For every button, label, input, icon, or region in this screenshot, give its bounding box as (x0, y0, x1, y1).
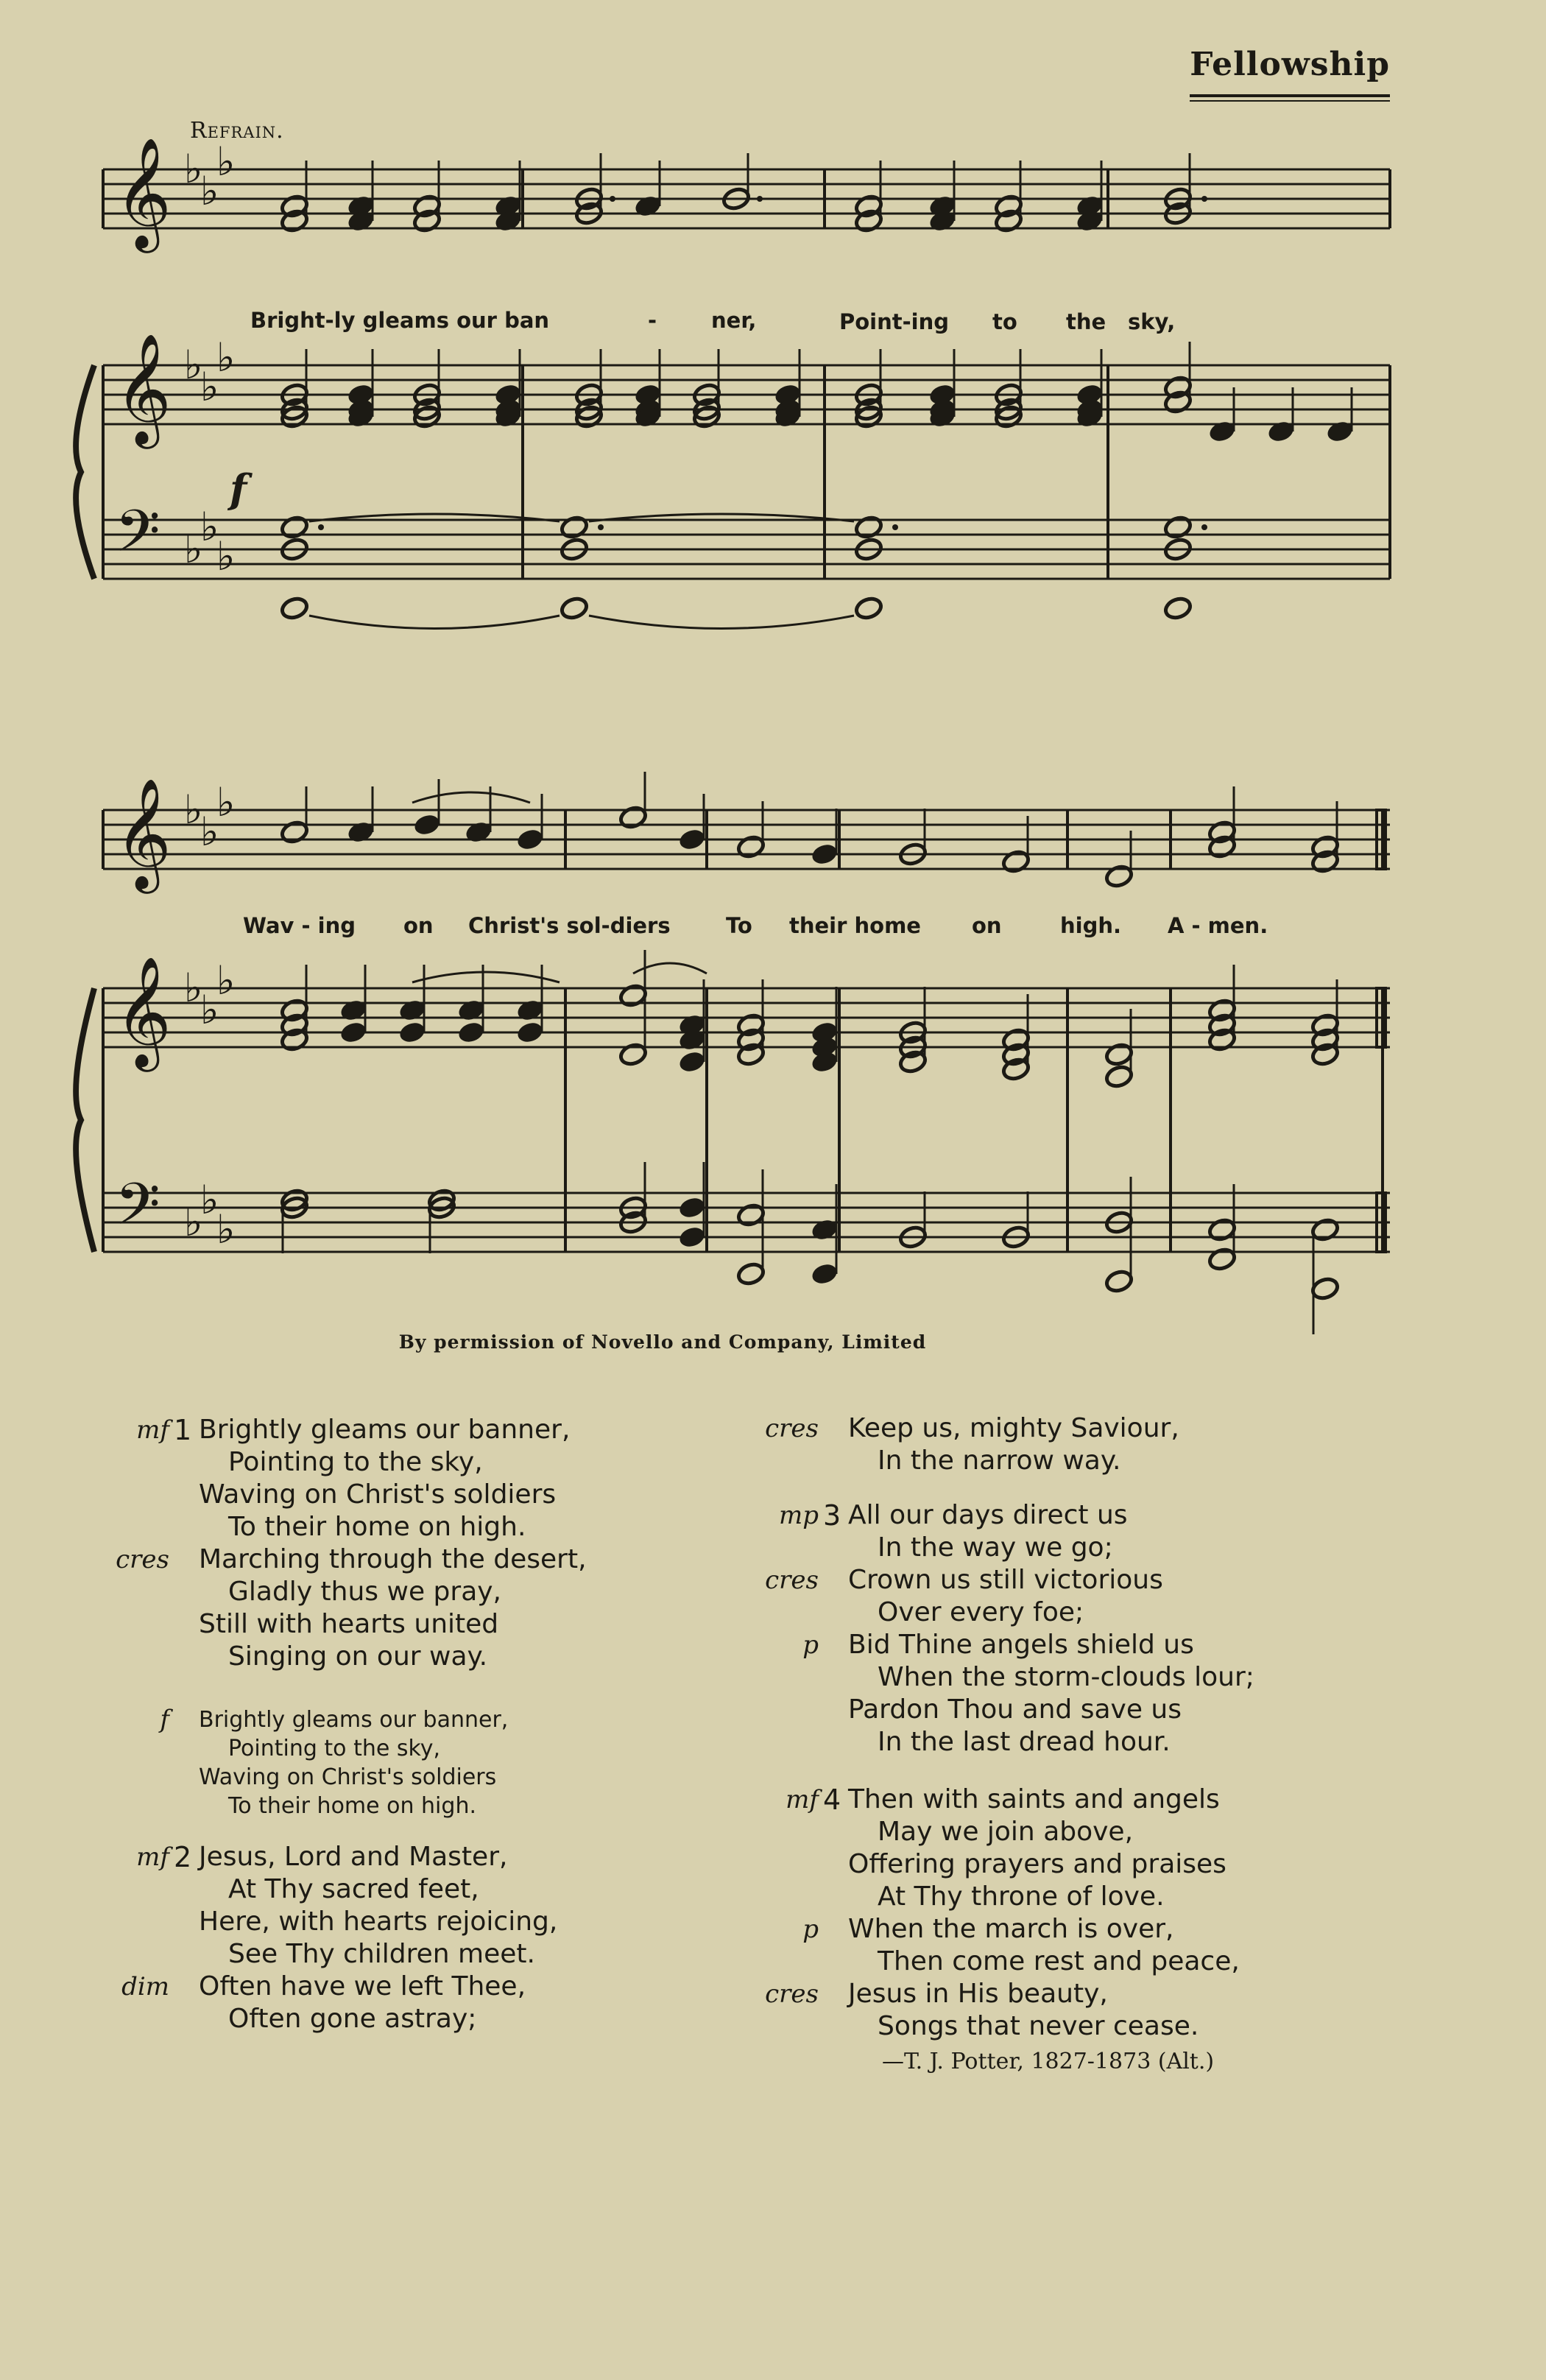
dynamic-forte: f (230, 465, 247, 513)
tie (309, 616, 560, 629)
quarter-note-head (677, 1225, 707, 1250)
chorus-block (96, 1705, 758, 1820)
flat-sign: ♭ (200, 1177, 219, 1223)
quarter-note-head (456, 998, 486, 1023)
verse-1-block (96, 1414, 758, 1673)
quarter-note-head (346, 820, 375, 845)
verse-line (745, 1726, 1408, 1758)
quarter-note-head (456, 1020, 486, 1045)
verse-line (745, 1913, 1408, 1946)
verse-text: When the storm-clouds lour; (878, 1662, 1254, 1692)
dot (1201, 196, 1207, 202)
lyric-s1-6: the (1066, 309, 1106, 334)
verse-line (745, 1629, 1408, 1661)
half-note-head (560, 515, 589, 540)
treble-clef: 𝄞 (115, 332, 172, 444)
quarter-note-head (339, 998, 368, 1023)
attribution: —T. J. Potter, 1827-1873 (Alt.) (882, 2049, 1215, 2074)
dot (598, 524, 604, 530)
verse-line (96, 1734, 758, 1763)
verse-line (96, 1608, 758, 1641)
lyric-s2-8: A - men. (1168, 913, 1268, 938)
half-note-head (280, 820, 309, 845)
verse-line (96, 1873, 758, 1906)
lyric-s2-3: Christ's sol-diers (468, 913, 671, 938)
verse-text: Pardon Thou and save us (848, 1694, 1182, 1725)
dot (318, 524, 324, 530)
verse-text: See Thy children meet. (228, 1939, 535, 1969)
flat-sign: ♭ (216, 779, 236, 825)
verse-4-block (745, 1784, 1408, 2043)
bass-clef: 𝄢 (115, 1170, 160, 1253)
lyric-s1-1: Bright-ly gleams our ban (250, 308, 550, 333)
verse-line (745, 1816, 1408, 1848)
verse-text: Pointing to the sky, (228, 1447, 483, 1477)
quarter-note-head (515, 827, 545, 852)
verse-text: Then come rest and peace, (878, 1946, 1240, 1976)
flat-sign: ♭ (200, 504, 219, 550)
lyric-s2-1: Wav - ing (243, 913, 356, 938)
verse-text: Here, with hearts rejoicing, (199, 1907, 558, 1937)
quarter-note-head (810, 842, 839, 867)
verse-text: Still with hearts united (199, 1609, 499, 1639)
flat-sign: ♭ (184, 146, 203, 192)
braces (76, 365, 94, 1252)
verse-text: Often have we left Thee, (199, 1971, 526, 2001)
lyric-s2-6: on (972, 913, 1002, 938)
flat-sign: ♭ (200, 809, 219, 855)
half-note-head (618, 805, 648, 830)
flat-sign: ♭ (200, 364, 219, 410)
flat-sign: ♭ (216, 533, 236, 580)
half-note-head (736, 1261, 766, 1286)
verse-2-block (96, 1841, 758, 2035)
lyric-s1-3: ner, (711, 308, 757, 333)
verse-line (96, 1906, 758, 1938)
verse-line (96, 1479, 758, 1511)
lyric-s1-5: to (992, 309, 1017, 334)
dynamic-mark: mp (778, 1501, 819, 1530)
quarter-note-head (810, 1217, 839, 1242)
verse-line (96, 1576, 758, 1608)
verse-text: Waving on Christ's soldiers (199, 1764, 497, 1790)
dynamic-mark: mf (136, 1415, 169, 1445)
verse-text: In the narrow way. (878, 1446, 1121, 1476)
dynamic-mark: cres (765, 1414, 819, 1443)
quarter-note-head (398, 998, 427, 1023)
slur (412, 972, 560, 982)
verse-text: Songs that never cease. (878, 2011, 1199, 2041)
verse-text: Over every foe; (878, 1597, 1084, 1627)
lyric-s2-4: To (726, 913, 752, 938)
verse-line (96, 1641, 758, 1673)
verse-text: Offering prayers and praises (848, 1849, 1226, 1879)
treble-clef: 𝄞 (115, 777, 172, 889)
lyric-s2-7: high. (1060, 913, 1122, 938)
half-note-head (1104, 1269, 1134, 1294)
verse-line (96, 1543, 758, 1576)
half-note-head (560, 596, 589, 621)
verse-text: At Thy sacred feet, (228, 1874, 479, 1904)
verse-number: 2 (174, 1841, 192, 1873)
verse-line (96, 1705, 758, 1734)
verse-text: Jesus in His beauty, (848, 1979, 1108, 2009)
bass-clef: 𝄢 (115, 497, 160, 580)
verse-text: Brightly gleams our banner, (199, 1415, 571, 1445)
dynamic-mark: dim (121, 1972, 169, 2001)
flat-sign: ♭ (216, 138, 236, 185)
quarter-note-head (464, 820, 493, 845)
verse-text: In the last dread hour. (878, 1727, 1171, 1757)
verse-text: Marching through the desert, (199, 1544, 587, 1574)
verse-text: To their home on high. (228, 1512, 526, 1542)
verse-line (96, 1792, 758, 1820)
verse-line (745, 1564, 1408, 1596)
brace (76, 988, 94, 1252)
verse-text: Singing on our way. (228, 1641, 488, 1672)
verse-line (96, 1971, 758, 2003)
verse-text: Crown us still victorious (848, 1565, 1163, 1595)
brace (76, 365, 94, 579)
dynamic-mark: cres (116, 1545, 169, 1574)
verse-line (745, 1881, 1408, 1913)
treble-clef: 𝄞 (115, 955, 172, 1067)
verse-line (745, 1596, 1408, 1629)
verse-line (745, 1532, 1408, 1564)
verse-text: Keep us, mighty Saviour, (848, 1413, 1179, 1443)
copyright-credit: By permission of Novello and Company, Limited (398, 1331, 927, 1353)
dot (757, 196, 763, 202)
verse-line (96, 1446, 758, 1479)
half-note-head (736, 1203, 766, 1228)
dynamic-mark: cres (765, 1979, 819, 2009)
tie (589, 616, 854, 629)
verse-line (745, 1661, 1408, 1694)
quarter-note-head (398, 1020, 427, 1045)
verse-text: Often gone astray; (228, 2004, 477, 2034)
verse-line (745, 1784, 1408, 1816)
verse-text: To their home on high. (228, 1793, 476, 1819)
dynamic-mark: mf (786, 1785, 819, 1814)
dot (1201, 524, 1207, 530)
flat-sign: ♭ (184, 526, 203, 572)
verse-line (96, 1763, 758, 1792)
verse-line (745, 1694, 1408, 1726)
verse-text: Brightly gleams our banner, (199, 1707, 509, 1733)
quarter-note-head (677, 1195, 707, 1220)
quarter-note-head (1266, 419, 1296, 444)
half-note-head (736, 834, 766, 859)
half-note-head (618, 1042, 648, 1067)
half-note-head (1104, 864, 1134, 889)
flat-sign: ♭ (216, 334, 236, 381)
dynamic-mark: cres (765, 1566, 819, 1595)
verse-line (96, 2003, 758, 2035)
half-note-head (1104, 1064, 1134, 1089)
verse-text: Bid Thine angels shield us (848, 1630, 1194, 1660)
lyric-s2-2: on (403, 913, 434, 938)
lyric-s2-5: their home (789, 913, 921, 938)
quarter-note-head (339, 1020, 368, 1045)
verse-3-block (745, 1499, 1408, 1758)
verse-line (96, 1511, 758, 1543)
refrain-label: Refrain. (190, 118, 284, 144)
verse-2-continued-block (745, 1412, 1408, 1477)
verse-text: When the march is over, (848, 1914, 1174, 1944)
half-note-head (1163, 515, 1193, 540)
lyric-s1-2: - (648, 308, 657, 333)
flat-sign: ♭ (184, 786, 203, 833)
half-note-head (1207, 1247, 1237, 1272)
flat-sign: ♭ (216, 1206, 236, 1253)
half-note-head (280, 515, 309, 540)
half-note-head (1207, 1217, 1237, 1242)
quarter-note-head (515, 1020, 545, 1045)
dynamic-mark: p (802, 1630, 819, 1660)
quarter-note-head (677, 827, 707, 852)
verse-text: At Thy throne of love. (878, 1881, 1165, 1912)
verse-line (745, 1946, 1408, 1978)
lyric-s1-7: sky, (1128, 309, 1176, 334)
quarter-note-head (1207, 419, 1237, 444)
verse-line (745, 1978, 1408, 2010)
dynamic-mark: p (802, 1915, 819, 1944)
flat-sign: ♭ (216, 957, 236, 1004)
quarter-note-head (1325, 419, 1355, 444)
dot (892, 524, 898, 530)
verse-text: All our days direct us (848, 1500, 1128, 1530)
verse-line (96, 1938, 758, 1971)
half-note-head (854, 596, 883, 621)
verse-text: Waving on Christ's soldiers (199, 1479, 557, 1510)
verse-text: Gladly thus we pray, (228, 1577, 502, 1607)
verse-line (745, 1412, 1408, 1445)
flat-sign: ♭ (184, 965, 203, 1011)
treble-clef: 𝄞 (115, 136, 172, 248)
half-note-head (1001, 849, 1031, 874)
half-note-head (1163, 596, 1193, 621)
verse-line (745, 2010, 1408, 2043)
flat-sign: ♭ (184, 1199, 203, 1245)
flat-sign: ♭ (184, 342, 203, 388)
half-note-head (1104, 1042, 1134, 1067)
quarter-note-head (515, 998, 545, 1023)
half-note-head (854, 515, 883, 540)
section-title: Fellowship (1190, 46, 1390, 83)
lyric-s1-4: Point-ing (839, 309, 950, 334)
dot (610, 196, 615, 202)
half-note-head (280, 596, 309, 621)
verse-line (745, 1445, 1408, 1477)
verse-number: 1 (174, 1414, 192, 1446)
quarter-note-head (810, 1261, 839, 1286)
dynamic-mark: f (160, 1705, 169, 1734)
half-note-head (1310, 1217, 1340, 1242)
verse-text: In the way we go; (878, 1532, 1113, 1563)
quarter-note-head (412, 812, 442, 837)
dynamic-mark: mf (136, 1842, 169, 1872)
verse-line (745, 1848, 1408, 1881)
verse-text: May we join above, (878, 1817, 1134, 1847)
quarter-note-head (677, 1049, 707, 1074)
verse-text: Then with saints and angels (848, 1784, 1220, 1814)
verse-text: Jesus, Lord and Master, (199, 1842, 508, 1872)
quarter-note-head (633, 194, 663, 219)
verse-line (96, 1414, 758, 1446)
verse-line (96, 1841, 758, 1873)
verse-number: 3 (823, 1499, 841, 1532)
verse-text: Pointing to the sky, (228, 1736, 441, 1761)
verse-number: 4 (823, 1784, 841, 1816)
slur (412, 792, 530, 803)
flat-sign: ♭ (200, 168, 219, 214)
clefs (115, 136, 235, 1253)
flat-sign: ♭ (200, 987, 219, 1033)
verse-line (745, 1499, 1408, 1532)
half-note-head (618, 983, 648, 1008)
half-note-head (1310, 1276, 1340, 1301)
